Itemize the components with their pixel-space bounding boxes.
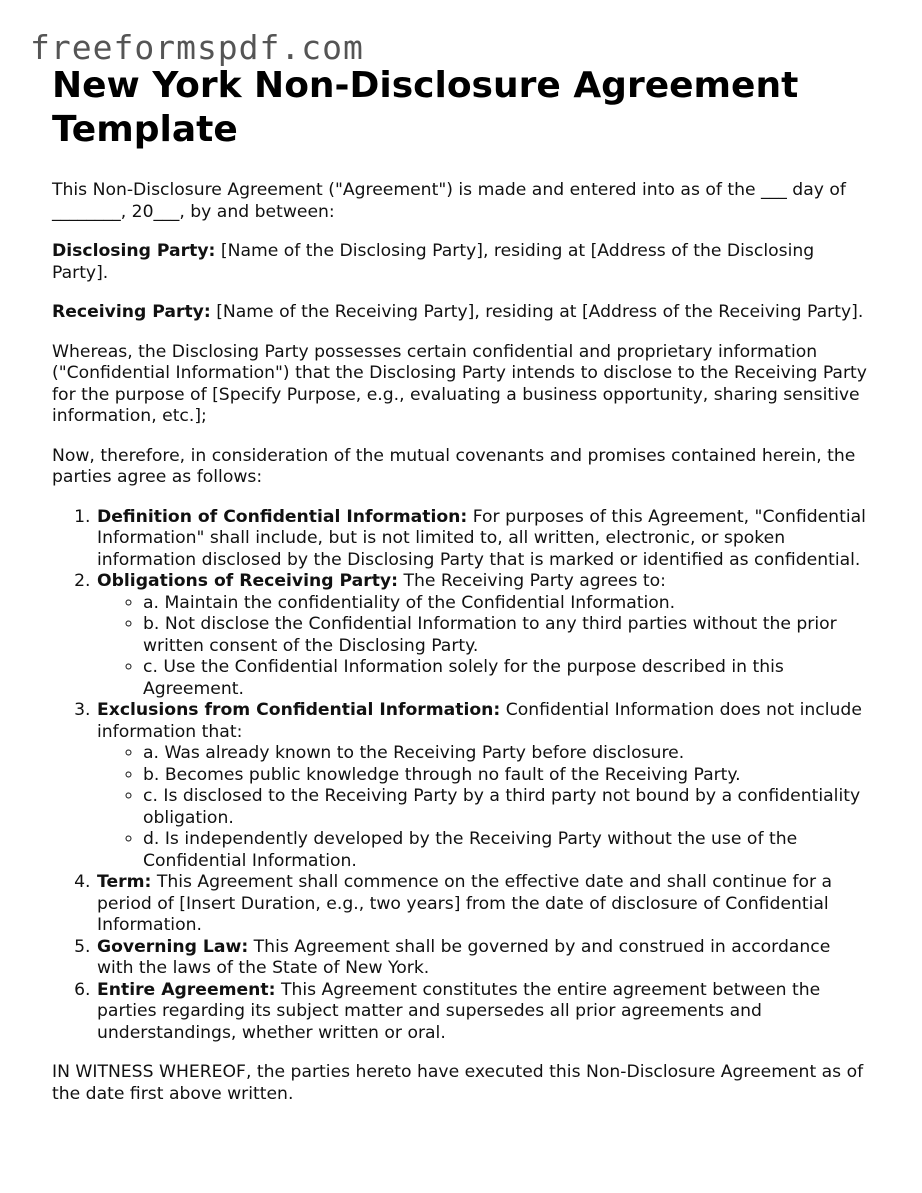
clause-heading: Obligations of Receiving Party: — [97, 571, 398, 591]
now-therefore-paragraph: Now, therefore, in consideration of the mutual covenants and promises contained herein, the parties agree as follows: — [52, 445, 856, 487]
sub-item: ◦ c. Is disclosed to the Receiving Party by a third party not bound by a confidentiality obligation. — [143, 786, 872, 829]
sub-item: ◦ c. Use the Confidential Information solely for the purpose described in this Agreement. — [143, 657, 872, 700]
whereas-paragraph: Whereas, the Disclosing Party possesses certain confidential and proprietary information ("Confidential Information") that the Disclosing Party intends to disclose to the Receiving Party for the purpose of [Specify Purpose, e.g., evaluating a business opportunity, sharing sensitive information, etc.]; — [52, 341, 867, 426]
exclusions-sublist — [97, 743, 872, 872]
clause-heading: Definition of Confidential Information: — [97, 506, 468, 527]
clause-governing-law — [96, 937, 872, 980]
clause-text: For purposes of this Agreement, "Confidential Information" shall include, but is not limited to, all written, electronic, or spoken information disclosed by the Disclosing Party that is marked or identified as confidential. — [97, 506, 866, 570]
clauses-list — [52, 507, 872, 1045]
clause-text: This Agreement shall commence on the effective date and shall continue for a period of [Insert Duration, e.g., two years] from the date of disclosure of Confidential Information. — [97, 872, 833, 935]
clause-heading: Exclusions from Confidential Information: — [97, 700, 501, 720]
sub-item: ◦ a. Was already known to the Receiving Party before disclosure. — [143, 743, 872, 765]
clause-text: The Receiving Party agrees to: — [397, 571, 666, 591]
disclosing-party-text: [Name of the Disclosing Party], residing at [Address of the Disclosing Party]. — [52, 241, 815, 283]
clause-text: This Agreement constitutes the entire agreement between the parties regarding its subject matter and supersedes all prior agreements and understandings, whether written or oral. — [97, 979, 821, 1043]
disclosing-party-paragraph — [52, 241, 872, 284]
sub-item: ◦ a. Maintain the confidentiality of the Confidential Information. — [143, 593, 872, 615]
clause-heading: Term: — [97, 872, 152, 892]
clause-term — [96, 872, 872, 937]
document-title: New York Non-Disclosure Agreement Template — [52, 65, 799, 150]
document-body — [52, 64, 872, 1123]
sub-item: ◦ d. Is independently developed by the Receiving Party without the use of the Confidential Information. — [143, 829, 872, 872]
clause-definition — [96, 507, 872, 572]
intro-paragraph: This Non-Disclosure Agreement ("Agreement") is made and entered into as of the ___ day of ________, 20___, by and between: — [52, 180, 846, 222]
clause-heading: Entire Agreement: — [97, 979, 276, 1000]
clause-entire-agreement — [96, 980, 872, 1045]
sub-item: ◦ b. Not disclose the Confidential Information to any third parties without the prior written consent of the Disclosing Party. — [143, 614, 872, 657]
watermark-text: freeformspdf.com — [30, 28, 364, 67]
clause-heading: Governing Law: — [97, 936, 249, 957]
clause-obligations — [96, 571, 872, 700]
disclosing-party-label: Disclosing Party: — [52, 241, 216, 261]
receiving-party-text: [Name of the Receiving Party], residing at [Address of the Receiving Party]. — [210, 302, 864, 322]
sub-item: ◦ b. Becomes public knowledge through no fault of the Receiving Party. — [143, 765, 872, 787]
receiving-party-paragraph — [52, 302, 872, 324]
clause-text: Confidential Information does not include information that: — [97, 700, 862, 742]
clause-text: This Agreement shall be governed by and construed in accordance with the laws of the State of New York. — [97, 936, 831, 978]
clause-exclusions — [96, 700, 872, 872]
obligations-sublist — [97, 593, 872, 701]
witness-paragraph: IN WITNESS WHEREOF, the parties hereto have executed this Non-Disclosure Agreement as of the date first above written. — [52, 1062, 864, 1104]
receiving-party-label: Receiving Party: — [52, 302, 211, 322]
